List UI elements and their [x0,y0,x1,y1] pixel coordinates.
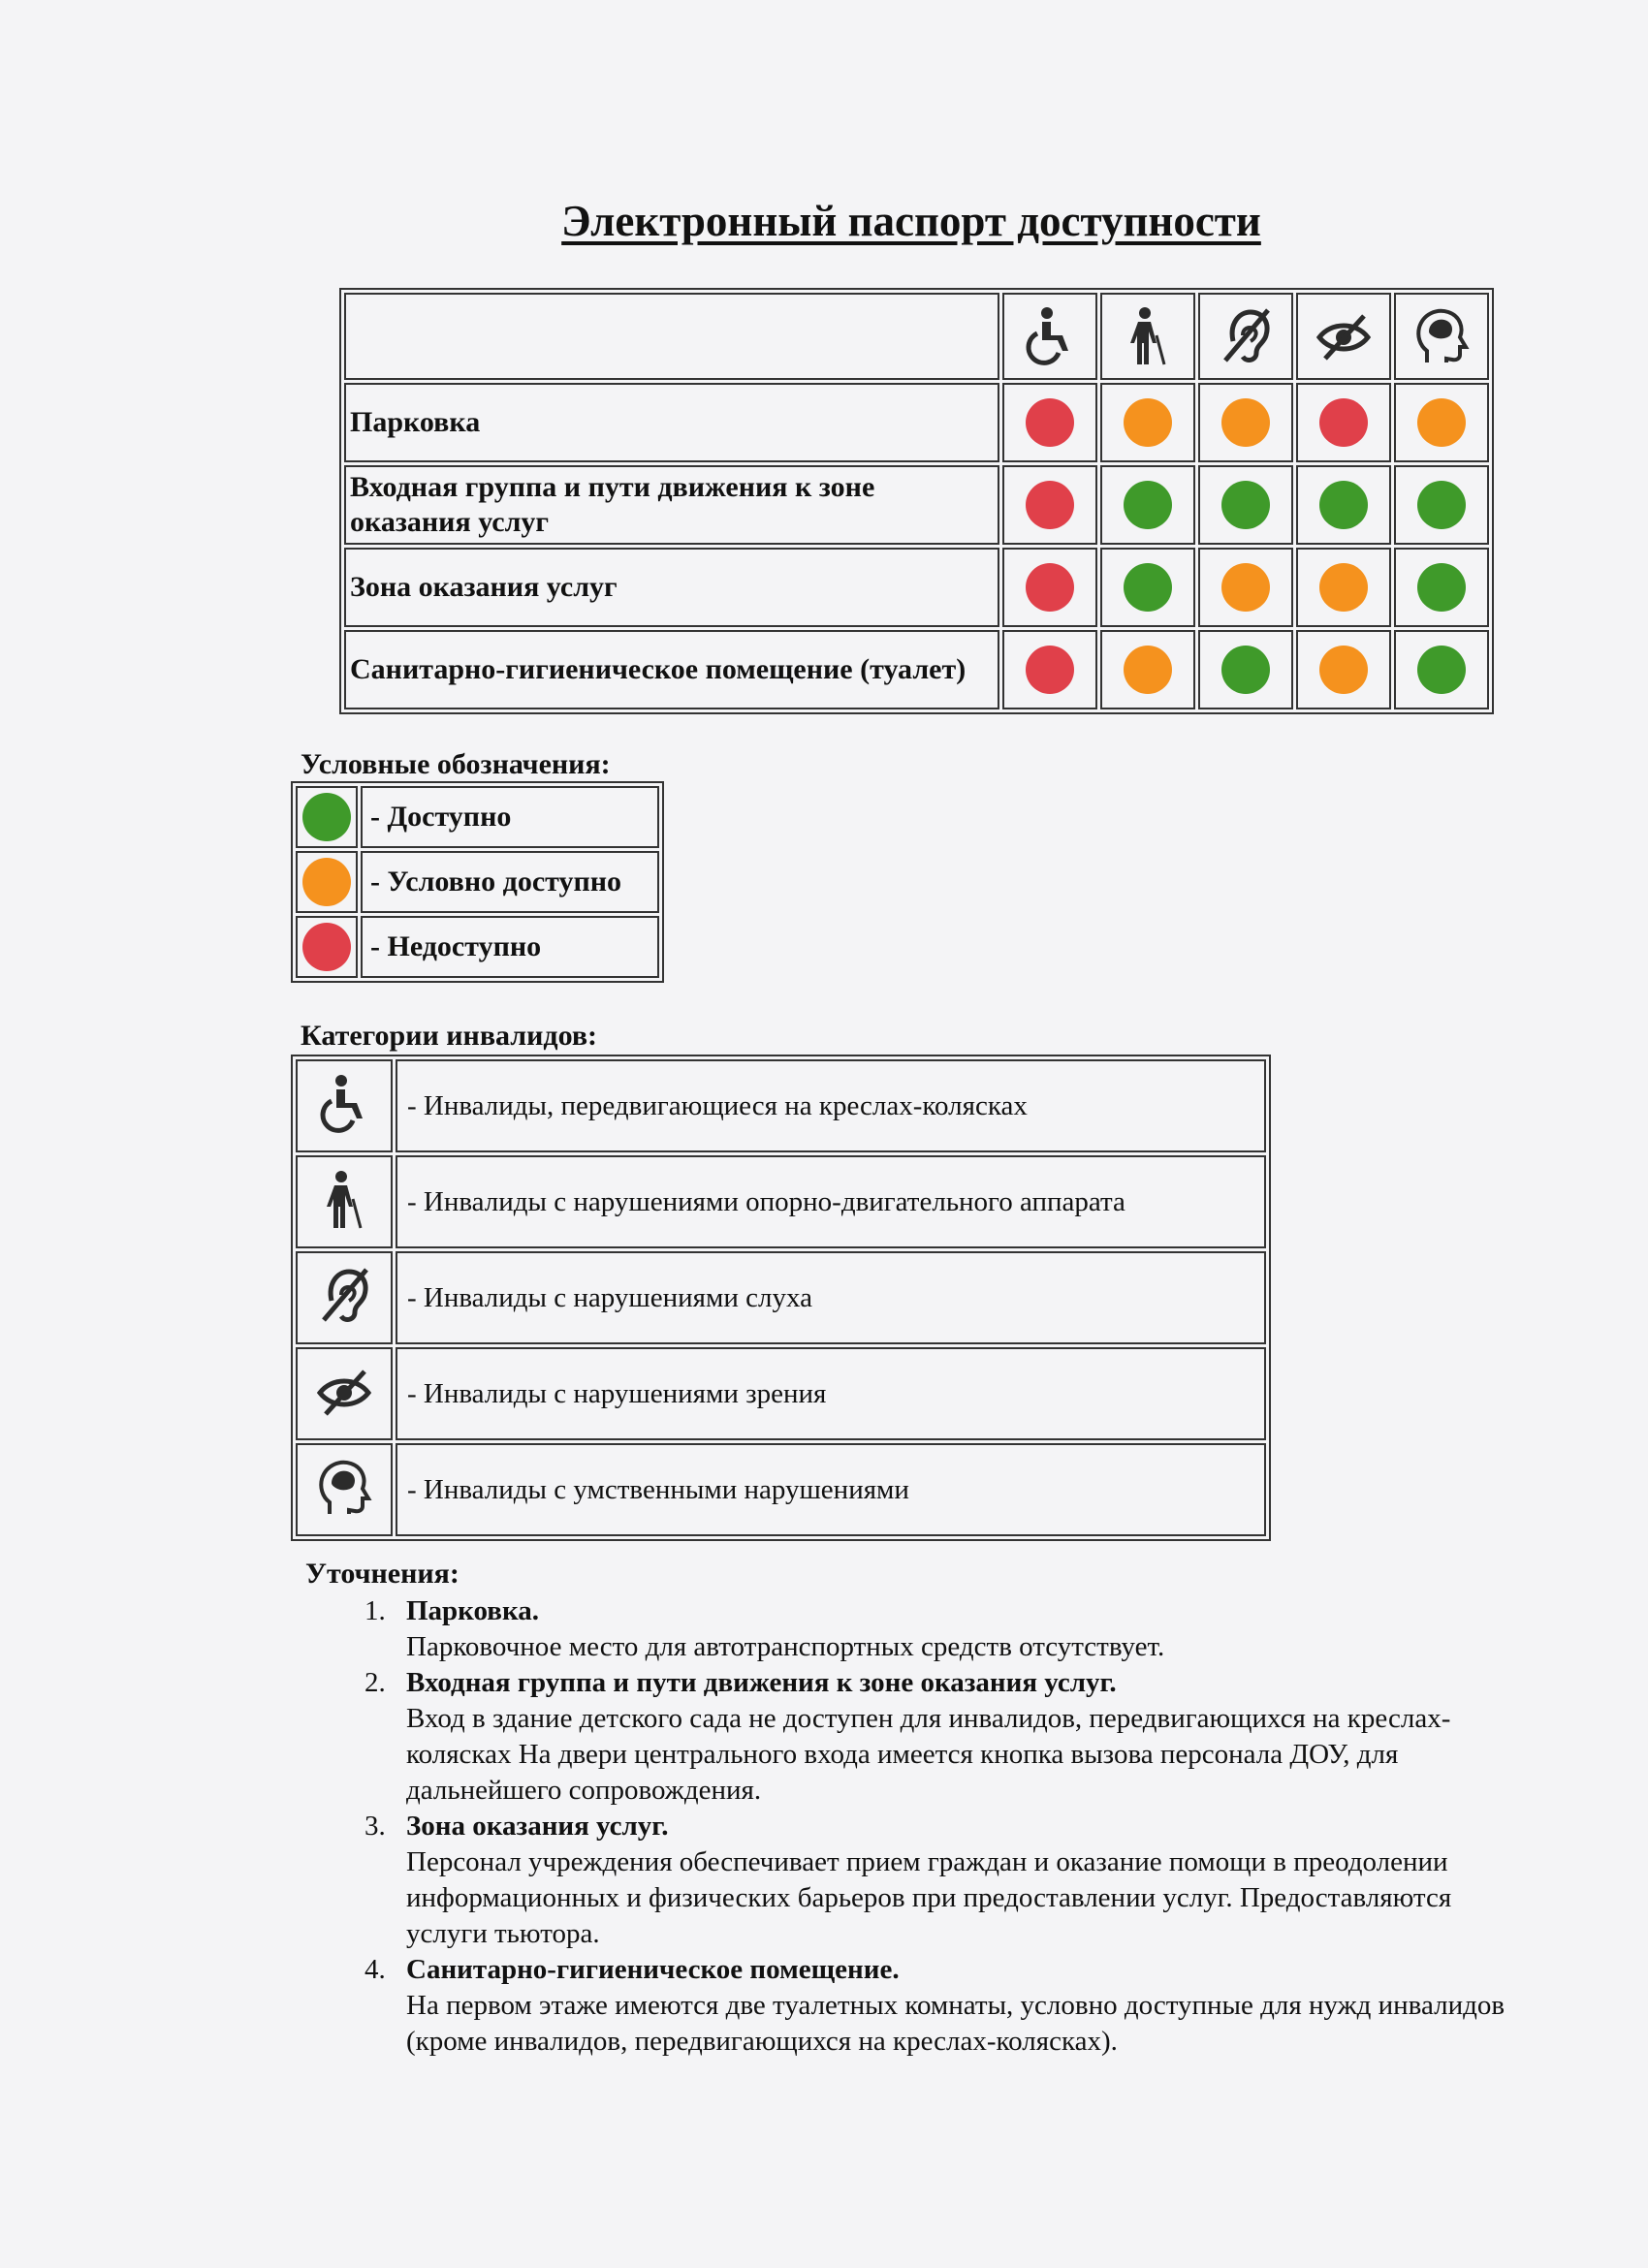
category-label: - Инвалиды с умственными нарушениями [396,1443,1266,1536]
matrix-row [344,630,1489,709]
note-text: На первом этаже имеются две туалетных комнаты, условно доступные для нужд инвалидов (кроме инвалидов, передвигающихся на креслах-колясках). [406,1990,1505,2057]
matrix-cell [1002,383,1097,462]
cane-walker-icon [1120,306,1176,366]
status-dot-unavailable [1026,398,1074,447]
matrix-cell [1198,630,1293,709]
matrix-cell [1100,548,1195,627]
hearing-impaired-icon [1218,306,1274,366]
vision-impaired-icon [316,1362,372,1422]
note-item [393,1665,1507,1809]
note-item [393,1952,1507,2060]
accessibility-matrix [339,288,1494,714]
legend-swatch [296,786,358,848]
matrix-cell [1394,630,1489,709]
matrix-cell [1002,548,1097,627]
categories-table [291,1055,1271,1541]
status-dot-conditional [1221,563,1270,612]
status-dot-unavailable [1026,563,1074,612]
notes-section [305,1556,1507,2060]
legend-swatch [296,851,358,913]
category-row [296,1251,1266,1344]
matrix-cell [1296,465,1391,545]
legend-label: - Недоступно [361,916,659,978]
status-dot-conditional [1319,646,1368,694]
category-icon-cell [296,1155,393,1248]
vision-impaired-icon [1315,306,1372,366]
status-dot-unavailable [302,923,351,971]
matrix-row-label: Парковка [344,383,999,462]
category-row [296,1059,1266,1152]
category-row [296,1155,1266,1248]
status-dot-conditional [1124,398,1172,447]
status-dot-available [1124,481,1172,529]
note-text: Вход в здание детского сада не доступен для инвалидов, передвигающихся на креслах-колясках На двери центрального входа имеется кнопка вызова персонала ДОУ, для дальнейшего сопровождения. [406,1703,1451,1806]
note-title: 3. Зона оказания услуг. [406,1811,669,1842]
status-dot-available [1417,481,1466,529]
legend-label: - Условно доступно [361,851,659,913]
matrix-cell [1296,630,1391,709]
notes-title: Уточнения: [305,1558,460,1590]
matrix-header-cell [1394,293,1489,380]
legend-row [296,786,659,848]
matrix-cell [1002,465,1097,545]
hearing-impaired-icon [316,1266,372,1326]
note-item [393,1809,1507,1952]
legend-title: Условные обозначения: [301,748,611,780]
matrix-header-blank [344,293,999,380]
matrix-header-cell [1296,293,1391,380]
matrix-row [344,383,1489,462]
note-title: 4. Санитарно-гигиеническое помещение. [406,1954,900,1985]
matrix-row-label: Санитарно-гигиеническое помещение (туалет) [344,630,999,709]
status-dot-conditional [302,858,351,906]
legend-label: - Доступно [361,786,659,848]
matrix-row [344,548,1489,627]
matrix-cell [1394,465,1489,545]
status-dot-available [1417,646,1466,694]
matrix-cell [1296,383,1391,462]
matrix-cell [1198,383,1293,462]
notes-list [305,1593,1507,2060]
note-text: Парковочное место для автотранспортных средств отсутствует. [406,1631,1165,1662]
matrix-cell [1198,465,1293,545]
category-label: - Инвалиды, передвигающиеся на креслах-колясках [396,1059,1266,1152]
status-dot-unavailable [1319,398,1368,447]
status-dot-conditional [1221,398,1270,447]
category-label: - Инвалиды с нарушениями опорно-двигательного аппарата [396,1155,1266,1248]
matrix-cell [1100,465,1195,545]
status-dot-conditional [1124,646,1172,694]
status-dot-available [1221,481,1270,529]
status-dot-unavailable [1026,481,1074,529]
category-label: - Инвалиды с нарушениями слуха [396,1251,1266,1344]
matrix-cell [1100,383,1195,462]
category-label: - Инвалиды с нарушениями зрения [396,1347,1266,1440]
matrix-header-cell [1198,293,1293,380]
status-dot-conditional [1319,563,1368,612]
status-dot-unavailable [1026,646,1074,694]
status-dot-available [302,793,351,841]
category-icon-cell [296,1443,393,1536]
matrix-cell [1296,548,1391,627]
status-dot-conditional [1417,398,1466,447]
wheelchair-icon [316,1074,372,1134]
head-brain-icon [1413,306,1470,366]
matrix-header-cell [1100,293,1195,380]
matrix-header-row [344,293,1489,380]
matrix-row-label: Зона оказания услуг [344,548,999,627]
legend-row [296,851,659,913]
head-brain-icon [316,1458,372,1518]
category-icon-cell [296,1251,393,1344]
note-title: 2. Входная группа и пути движения к зоне оказания услуг. [406,1667,1117,1698]
legend-swatch [296,916,358,978]
category-icon-cell [296,1347,393,1440]
category-row [296,1443,1266,1536]
status-dot-available [1221,646,1270,694]
matrix-cell [1394,383,1489,462]
status-dot-available [1124,563,1172,612]
matrix-header-cell [1002,293,1097,380]
matrix-cell [1100,630,1195,709]
note-title: 1. Парковка. [406,1595,539,1626]
legend-table [291,781,664,983]
category-row [296,1347,1266,1440]
legend-row [296,916,659,978]
category-icon-cell [296,1059,393,1152]
matrix-cell [1394,548,1489,627]
note-text: Персонал учреждения обеспечивает прием граждан и оказание помощи в преодолении информационных и физических барьеров при предоставлении услуг. Предоставляются услуги тьютора. [406,1846,1452,1949]
matrix-row [344,465,1489,545]
wheelchair-icon [1022,306,1078,366]
cane-walker-icon [316,1170,372,1230]
matrix-row-label: Входная группа и пути движения к зоне оказания услуг [344,465,999,545]
status-dot-available [1319,481,1368,529]
page-title: Электронный паспорт доступности [561,197,1261,245]
status-dot-available [1417,563,1466,612]
categories-title: Категории инвалидов: [301,1020,598,1052]
matrix-cell [1198,548,1293,627]
matrix-cell [1002,630,1097,709]
note-item [393,1593,1507,1665]
